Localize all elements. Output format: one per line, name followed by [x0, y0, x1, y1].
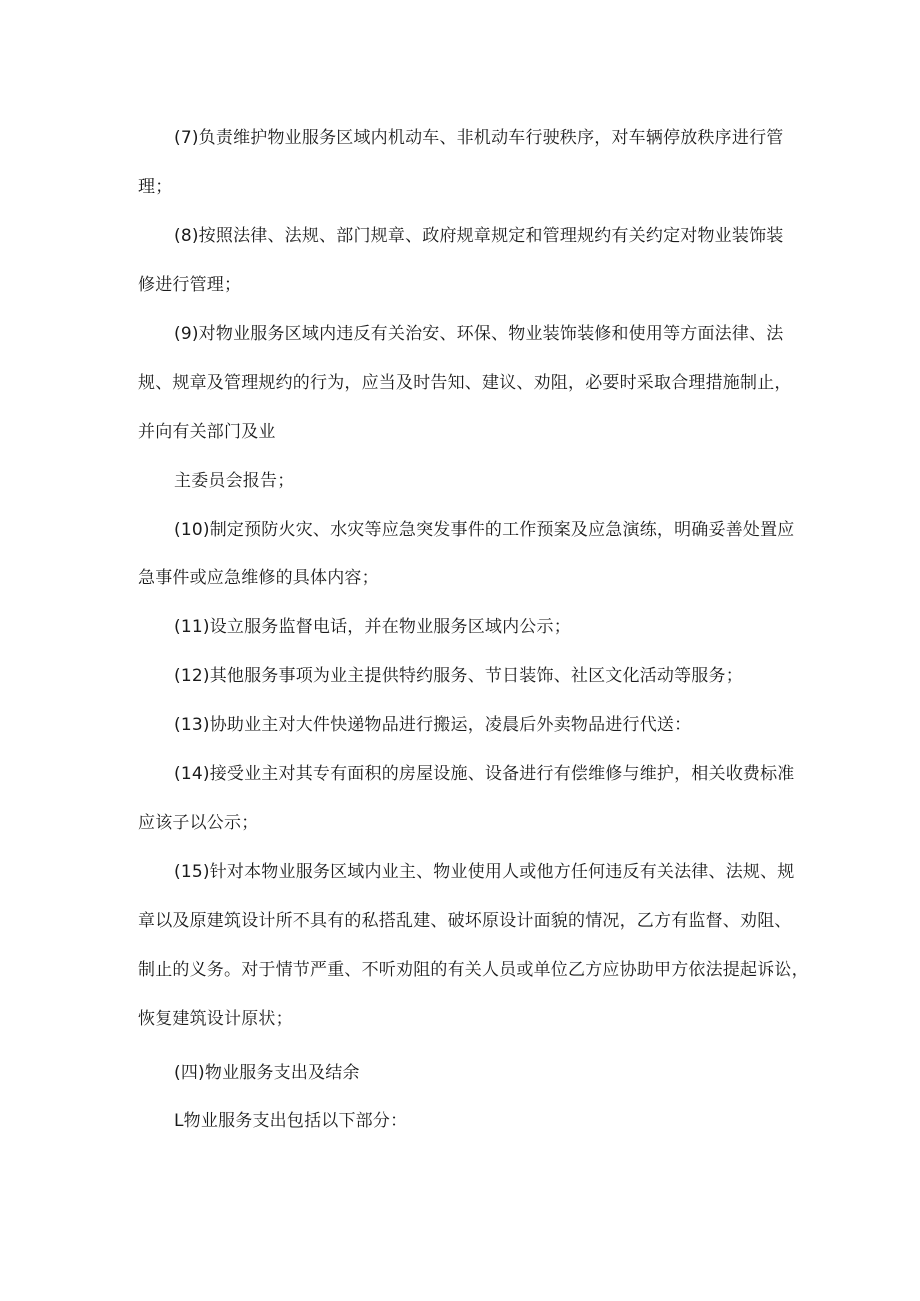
text-line: 规、规章及管理规约的行为，应当及时告知、建议、劝阻，必要时采取合理措施制止， [138, 373, 792, 393]
text-line: (9)对物业服务区域内违反有关治安、环保、物业装饰装修和使用等方面法律、法 [174, 324, 784, 344]
text-line: (10)制定预防火灾、水灾等应急突发事件的工作预案及应急演练，明确妥善处置应 [174, 520, 795, 540]
section-heading: (四)物业服务支出及结余 [174, 1063, 360, 1083]
text-line: (11)设立服务监督电话，并在物业服务区域内公示； [174, 617, 571, 637]
text-line: 急事件或应急维修的具体内容； [138, 568, 379, 588]
text-line: (15)针对本物业服务区域内业主、物业使用人或他方任何违反有关法律、法规、规 [174, 862, 795, 882]
text-line: 修进行管理； [138, 275, 242, 295]
text-line: 章以及原建筑设计所不具有的私搭乱建、破坏原设计面貌的情况，乙方有监督、劝阻、 [138, 911, 792, 931]
text-line: 制止的义务。对于情节严重、不听劝阻的有关人员或单位乙方应协助甲方依法提起诉讼， [138, 960, 809, 980]
text-line: 应该子以公示； [138, 813, 259, 833]
text-line: 主委员会报告； [174, 471, 295, 491]
text-line: 并向有关部门及业 [138, 422, 276, 442]
text-line: (7)负责维护物业服务区域内机动车、非机动车行驶秩序，对车辆停放秩序进行管 [174, 128, 784, 148]
text-line: 恢复建筑设计原状； [138, 1009, 293, 1029]
text-line: (13)协助业主对大件快递物品进行搬运，凌晨后外卖物品进行代送： [174, 715, 692, 735]
text-line: (8)按照法律、法规、部门规章、政府规章规定和管理规约有关约定对物业装饰装 [174, 226, 784, 246]
text-line: 理； [138, 177, 173, 197]
text-line: (14)接受业主对其专有面积的房屋设施、设备进行有偿维修与维护，相关收费标准 [174, 764, 795, 784]
text-line: (12)其他服务事项为业主提供特约服务、节日装饰、社区文化活动等服务； [174, 666, 743, 686]
text-line: L物业服务支出包括以下部分： [174, 1111, 408, 1131]
